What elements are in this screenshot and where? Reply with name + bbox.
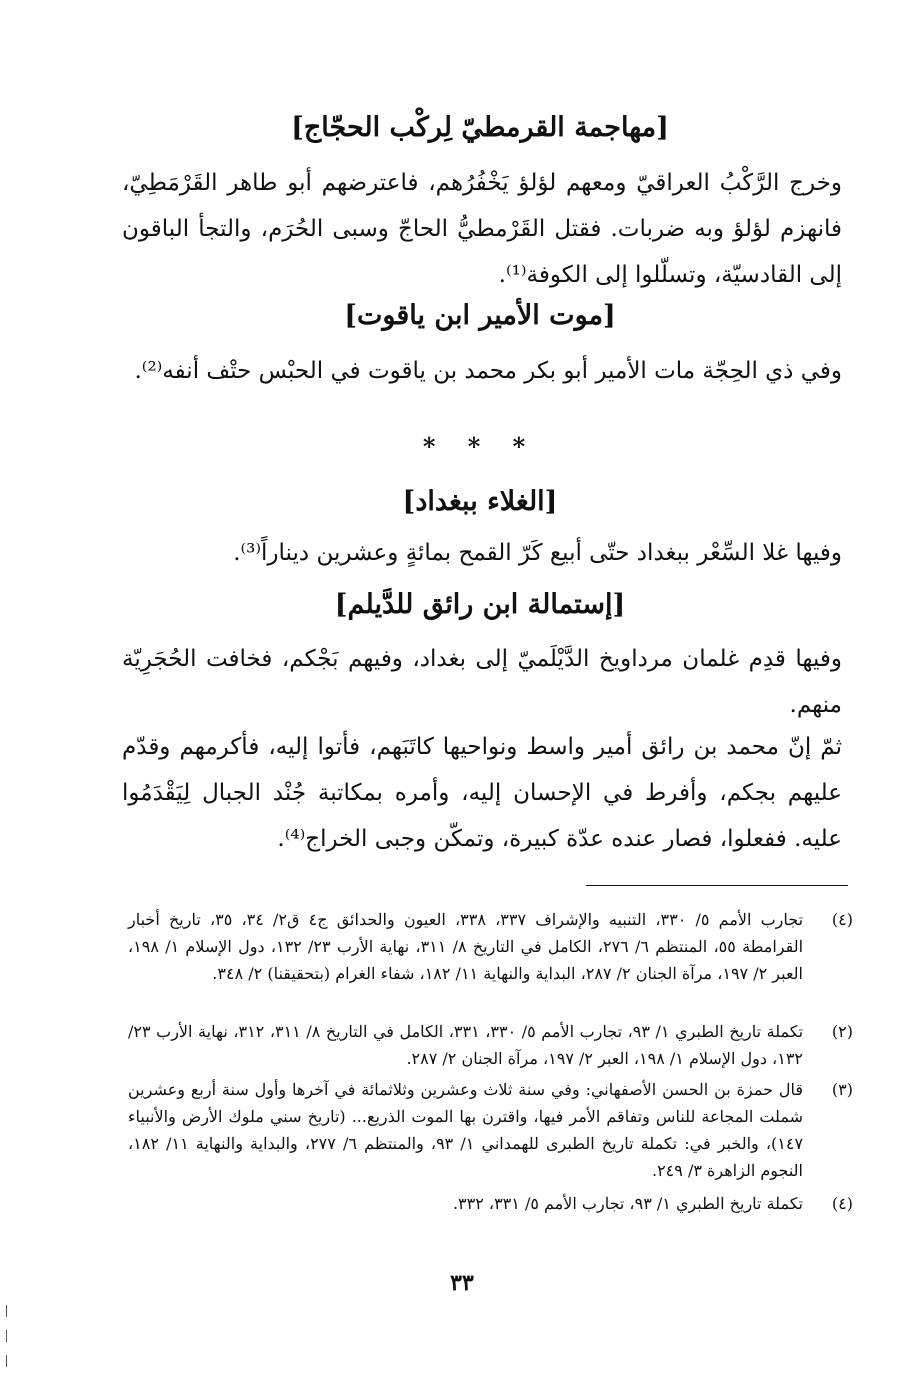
scan-margin-mark [6, 1305, 7, 1317]
footnote-number: (٤) [831, 910, 853, 929]
footnote-text: قال حمزة بن الحسن الأصفهاني: وفي سنة ثلاث وعشرين وثلاثمائة في آخرها وأول سنة أربع وعشرين شملت المجاعة للناس وتفاقم الأمر فيها، واقترن بها الموت الذريع... (تاريخ سني ملوك الأرض والأنبياء ١٤٧)، والخبر في: تكملة تاريخ الطبرى للهمداني ١/ ٩٣، والمنتظم ٦/ ٢٧٧، والبداية والنهاية ١١/ ١٨٢، النجوم الزاهرة ٣/ ٢٤٩. [128, 1080, 804, 1180]
section-heading-baghdad-prices: [الغلاء ببغداد] [402, 486, 558, 517]
section-heading-qarmati-attack: [مهاجمة القرمطيّ لِركْب الحجّاج] [291, 112, 669, 143]
footnote-item [128, 1076, 853, 1184]
scan-margin-mark [6, 1330, 7, 1342]
paragraph-daylam-arrival: وفيها قدِم غلمان مرداويخ الدَّيْلَميّ إلى بغداد، وفيهم بَجْكم، فخافت الحُجَرِيّة منهم. [122, 646, 843, 718]
paragraph-ibn-raiq-correspondence: ثمّ إنّ محمد بن رائق أمير واسط ونواحيها كاتَبَهم، فأتوا إليه، فأكرمهم وقدّم عليهم بجكم، وأفرط في الإحسان إليه، وأمره بمكاتبة جُنْد الجبال لِيَقْدَمُوا عليه. ففعلوا، فصار عنده عدّة كبيرة، وتمكّن وجبى الخراج⁽⁴⁾. [122, 734, 842, 852]
scan-margin-mark [6, 1355, 7, 1367]
section-heading-ibn-raiq-daylam: [إستمالة ابن رائق للدَّيلم] [334, 589, 626, 620]
footnote-text: تجارب الأمم ٥/ ٣٣٠، التنبيه والإشراف ٣٣٧، ٣٣٨، العيون والحدائق ج٤ ق٢/ ٣٤، ٣٥، تاريخ أخبار القرامطة ٥٥، المنتظم ٦/ ٢٧٦، الكامل في التاريخ ٨/ ٣١١، نهاية الأرب ٢٣/ ١٣٢، دول الإسلام ١/ ١٩٨، العبر ٢/ ١٩٧، مرآة الجنان ٢/ ٢٨٧، البداية والنهاية ١١/ ١٨٢، شفاء الغرام (بتحقيقنا) ٢/ ٣٤٨. [128, 910, 804, 983]
section-separator: * * * [422, 432, 538, 461]
footnote-number: (٣) [831, 1080, 853, 1099]
footnote-item [128, 1190, 853, 1217]
paragraph-baghdad-prices: وفيها غلا السِّعْر ببغداد حتّى أبيع كَرّ القمح بمائةٍ وعشرين ديناراً⁽³⁾. [233, 540, 842, 566]
footnote-number: (٤) [831, 1194, 853, 1213]
footnote-item [128, 1018, 853, 1072]
paragraph-ibn-yaqut-death: وفي ذي الحِجّة مات الأمير أبو بكر محمد بن ياقوت في الحبْس حتْف أنفه⁽²⁾. [134, 358, 842, 384]
footnote-divider [586, 885, 848, 886]
footnote-number: (٢) [831, 1022, 853, 1041]
paragraph-qarmati-attack: وخرج الرَّكْبُ العراقيّ ومعهم لؤلؤ يَخْفُرُهم، فاعترضهم أبو طاهر القَرْمَطِيّ، فانهزم لؤلؤ وبه ضربات. فقتل القَرْمطيُّ الحاجّ وسبى الحُرَم، والتجأ الباقون إلى القادسيّة، وتسلّلوا إلى الكوفة⁽¹⁾. [122, 170, 842, 288]
section-heading-ibn-yaqut-death: [موت الأمير ابن ياقوت] [344, 300, 616, 331]
page-number: ٣٣ [450, 1270, 474, 1296]
footnote-text: تكملة تاريخ الطبري ١/ ٩٣، تجارب الأمم ٥/ ٣٣٠، ٣٣١، الكامل في التاريخ ٨/ ٣١١، ٣١٢، نهاية الأرب ٢٣/ ١٣٢، دول الإسلام ١/ ١٩٨، العبر ٢/ ١٩٧، مرآة الجنان ٢/ ٢٨٧. [128, 1022, 804, 1068]
footnote-text: تكملة تاريخ الطبري ١/ ٩٣، تجارب الأمم ٥/ ٣٣١، ٣٣٢. [452, 1194, 803, 1213]
footnote-item [128, 906, 853, 987]
